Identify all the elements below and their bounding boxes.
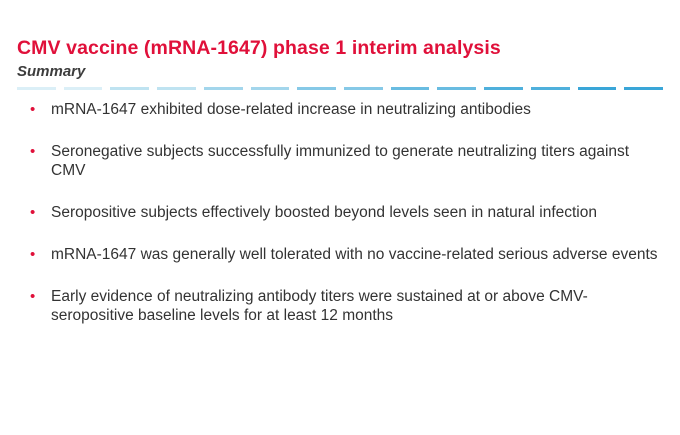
divider-segment — [64, 87, 103, 90]
bullet-text: mRNA-1647 was generally well tolerated with no vaccine-related serious adverse events — [51, 246, 658, 263]
divider-segment — [251, 87, 290, 90]
bullet-icon: • — [30, 143, 36, 160]
bullet-item — [30, 100, 660, 119]
bullet-item — [30, 245, 660, 264]
bullet-icon: • — [30, 288, 36, 305]
bullet-text: mRNA-1647 exhibited dose-related increase in neutralizing antibodies — [51, 101, 531, 118]
divider-segment — [297, 87, 336, 90]
bullet-item — [30, 142, 660, 180]
divider-segment — [344, 87, 383, 90]
divider-segment — [157, 87, 196, 90]
dashed-divider — [17, 87, 663, 90]
bullet-item — [30, 287, 660, 325]
divider-segment — [110, 87, 149, 90]
bullet-icon: • — [30, 101, 36, 118]
divider-segment — [437, 87, 476, 90]
summary-bullet-list — [30, 100, 660, 325]
bullet-text: Early evidence of neutralizing antibody titers were sustained at or above CMV-seropositive baseline levels for at least 12 months — [51, 288, 588, 324]
slide-title: CMV vaccine (mRNA-1647) phase 1 interim analysis — [17, 37, 501, 59]
divider-segment — [531, 87, 570, 90]
slide-subtitle: Summary — [17, 63, 86, 80]
bullet-icon: • — [30, 246, 36, 263]
divider-segment — [624, 87, 663, 90]
bullet-icon: • — [30, 204, 36, 221]
divider-segment — [484, 87, 523, 90]
bullet-text: Seronegative subjects successfully immunized to generate neutralizing titers against CMV — [51, 143, 630, 179]
divider-segment — [578, 87, 617, 90]
divider-segment — [204, 87, 243, 90]
bullet-item — [30, 203, 660, 222]
divider-segment — [391, 87, 430, 90]
divider-segment — [17, 87, 56, 90]
bullet-text: Seropositive subjects effectively boosted beyond levels seen in natural infection — [51, 204, 597, 221]
